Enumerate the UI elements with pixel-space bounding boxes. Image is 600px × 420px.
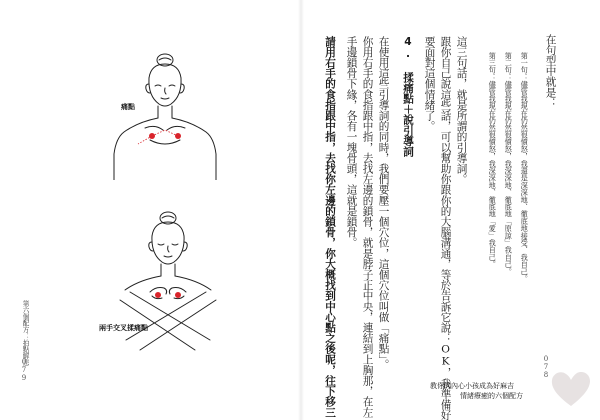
para3-line-3: 手邊鎖骨下緣，各有一塊骨頭，這就是鎖骨。 [345,36,358,248]
para2-line-3: 要面對這個情緒了。 [423,36,436,132]
page-gutter [298,0,304,420]
figure-top-label: 痛點 [121,103,135,111]
bold-instruction: 請用右手的食指跟中指，去找你左邊的鎖骨，你大概找到中心點之後呢，往下移三 [324,36,336,418]
chapter-footer: 第六個配方：拍點解悲 [21,300,29,366]
para3-line-1: 在使用這些引導詞的同時，我們要壓一個穴位，這個穴位叫做「痛點」。 [377,36,390,370]
sentence-2: 第二句：儘管我現在仍然很憤怒，我深深地、徹底地「原諒」我自己。 [504,52,514,276]
page-number-left: 079 [20,358,28,382]
page-number-right: 078 [542,355,550,379]
heart-decoration-icon [550,370,592,408]
section-heading: 4. 揉痛點＋說引導詞 [402,36,414,157]
figure-crossed-hands-illustration [100,200,240,360]
para3-line-2: 你用右手的食指跟中指，去找左邊的鎖骨，就是脖子正中央，連結到上胸那，在左 [361,36,374,418]
intro-line: 在句型中就是： [544,34,557,109]
para2-line-2: 跟你自己說這些話，可以幫助你跟你的大腦溝通，等於告訴它說：OK，我準備好 [439,36,452,420]
sentence-1: 第一句：儘管我現在仍然很憤怒，我還是深深地、徹底地接受、我自己。 [520,52,530,283]
sentence-3: 第三句：儘管我現在仍然很憤怒，我深深地、徹底地「愛」我自己。 [488,52,498,268]
figure-bottom-label: 兩手交叉揉痛點 [99,324,148,332]
para2-line-1: 這三句話，就是所謂的引導詞。 [455,36,468,185]
book-title-line: 教你的內心小孩成為好麻吉 [430,382,514,390]
chapter-title-line: 情緒療癒的六個配方 [460,392,523,400]
